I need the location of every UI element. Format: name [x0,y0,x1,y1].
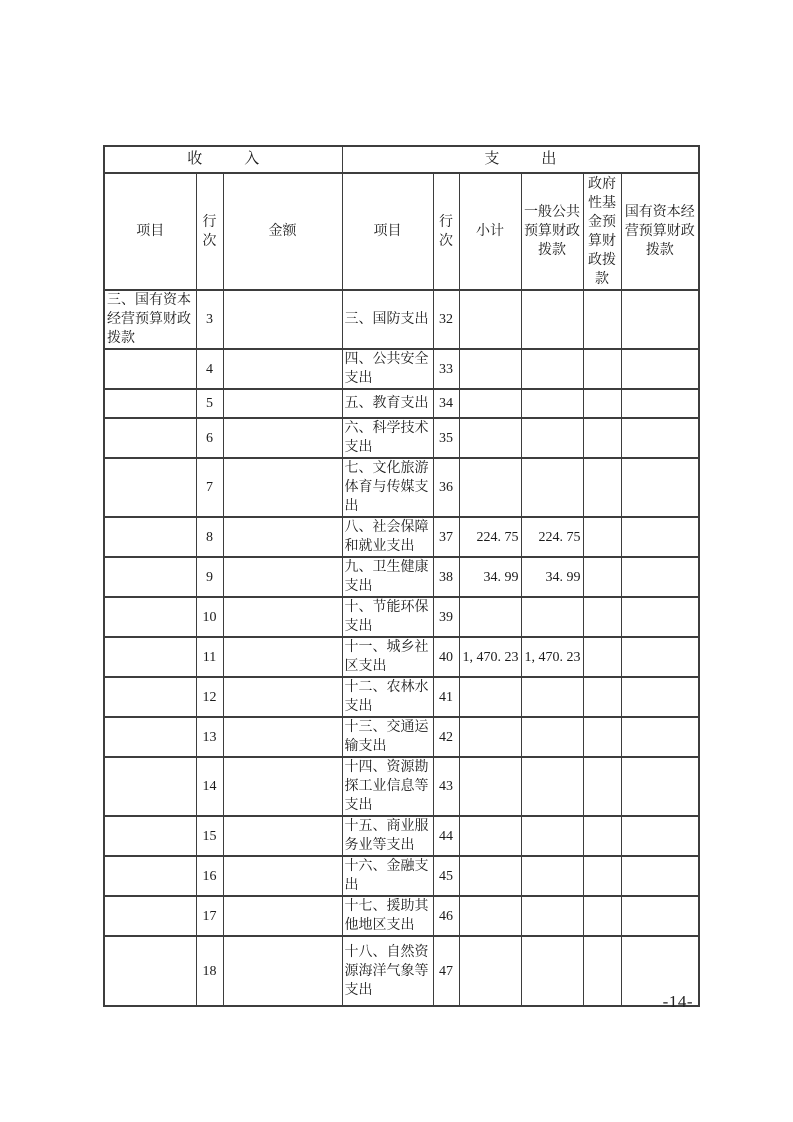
cell-statecap [621,757,699,816]
cell-in-item [104,637,196,677]
table-row [104,757,699,816]
cell-subtotal [459,816,521,856]
cell-general [521,677,583,717]
col-header-govfund-budget: 政府性基金预算财政拨款 [583,173,621,290]
table-row [104,517,699,557]
cell-in-row: 15 [196,816,223,856]
cell-subtotal [459,896,521,936]
cell-in-amt [223,349,342,389]
cell-statecap [621,290,699,349]
cell-in-amt [223,896,342,936]
cell-ex-item: 十、节能环保支出 [342,597,433,637]
cell-in-row: 7 [196,458,223,517]
col-header-income-amount: 金额 [223,173,342,290]
cell-in-item [104,816,196,856]
cell-statecap [621,717,699,757]
cell-govfund [583,597,621,637]
cell-general [521,896,583,936]
cell-ex-item: 六、科学技术支出 [342,418,433,458]
cell-general [521,349,583,389]
table-row [104,637,699,677]
cell-in-item [104,458,196,517]
cell-subtotal [459,856,521,896]
cell-in-amt [223,290,342,349]
cell-subtotal [459,458,521,517]
cell-ex-row: 40 [433,637,459,677]
cell-general [521,290,583,349]
cell-in-row: 3 [196,290,223,349]
cell-ex-item: 十五、商业服务业等支出 [342,816,433,856]
cell-statecap [621,816,699,856]
col-header-subtotal: 小计 [459,173,521,290]
table-row [104,557,699,597]
cell-general: 1, 470. 23 [521,637,583,677]
cell-subtotal [459,597,521,637]
cell-general: 34. 99 [521,557,583,597]
cell-general [521,856,583,896]
cell-govfund [583,557,621,597]
cell-in-item [104,557,196,597]
cell-ex-row: 45 [433,856,459,896]
cell-subtotal [459,418,521,458]
cell-in-item: 三、国有资本经营预算财政拨款 [104,290,196,349]
col-header-statecapital-budget: 国有资本经营预算财政拨款 [621,173,699,290]
cell-ex-item: 四、公共安全支出 [342,349,433,389]
cell-govfund [583,856,621,896]
table-row [104,717,699,757]
cell-govfund [583,717,621,757]
cell-in-item [104,389,196,418]
cell-in-item [104,677,196,717]
cell-general [521,597,583,637]
cell-ex-row: 46 [433,896,459,936]
cell-subtotal [459,936,521,1006]
cell-in-amt [223,637,342,677]
cell-govfund [583,677,621,717]
cell-in-amt [223,677,342,717]
cell-in-amt [223,418,342,458]
cell-subtotal [459,389,521,418]
cell-ex-item: 三、国防支出 [342,290,433,349]
table-row [104,389,699,418]
cell-in-row: 9 [196,557,223,597]
cell-general [521,717,583,757]
cell-subtotal [459,717,521,757]
cell-in-amt [223,557,342,597]
col-header-income-rownum: 行次 [196,173,223,290]
cell-ex-item: 八、社会保障和就业支出 [342,517,433,557]
cell-ex-row: 38 [433,557,459,597]
table-row [104,677,699,717]
cell-in-amt [223,936,342,1006]
table-row [104,896,699,936]
cell-general [521,757,583,816]
cell-in-item [104,936,196,1006]
cell-in-amt [223,757,342,816]
cell-govfund [583,936,621,1006]
cell-in-row: 5 [196,389,223,418]
cell-in-item [104,349,196,389]
cell-ex-row: 37 [433,517,459,557]
cell-general [521,389,583,418]
cell-govfund [583,458,621,517]
cell-in-item [104,597,196,637]
table-row [104,290,699,349]
cell-subtotal [459,290,521,349]
cell-in-amt [223,816,342,856]
cell-ex-item: 七、文化旅游体育与传媒支出 [342,458,433,517]
cell-in-item [104,717,196,757]
cell-statecap [621,637,699,677]
cell-in-row: 14 [196,757,223,816]
cell-statecap [621,389,699,418]
cell-ex-row: 47 [433,936,459,1006]
col-header-expense-rownum: 行次 [433,173,459,290]
income-section-title: 收入 [187,151,302,167]
col-header-expense-item: 项目 [342,173,433,290]
cell-in-item [104,856,196,896]
cell-ex-item: 十一、城乡社区支出 [342,637,433,677]
cell-ex-row: 42 [433,717,459,757]
cell-in-row: 10 [196,597,223,637]
table-row [104,816,699,856]
cell-ex-row: 36 [433,458,459,517]
expense-section-header [342,146,699,173]
cell-in-amt [223,717,342,757]
cell-ex-row: 41 [433,677,459,717]
cell-ex-item: 十三、交通运输支出 [342,717,433,757]
cell-subtotal: 224. 75 [459,517,521,557]
cell-in-item [104,896,196,936]
table-row [104,418,699,458]
section-header-row [104,146,699,173]
cell-govfund [583,290,621,349]
cell-statecap [621,856,699,896]
table-row [104,936,699,1006]
table-row [104,597,699,637]
cell-ex-row: 44 [433,816,459,856]
cell-govfund [583,637,621,677]
cell-statecap [621,597,699,637]
cell-ex-item: 五、教育支出 [342,389,433,418]
cell-ex-item: 十六、金融支出 [342,856,433,896]
cell-ex-item: 十七、援助其他地区支出 [342,896,433,936]
cell-govfund [583,517,621,557]
cell-in-row: 16 [196,856,223,896]
cell-in-item [104,418,196,458]
cell-ex-item: 十四、资源勘探工业信息等支出 [342,757,433,816]
cell-in-item [104,517,196,557]
cell-in-amt [223,458,342,517]
cell-govfund [583,349,621,389]
cell-in-amt [223,597,342,637]
cell-in-amt [223,517,342,557]
cell-ex-item: 十二、农林水支出 [342,677,433,717]
budget-table [103,145,700,1007]
cell-subtotal [459,757,521,816]
cell-ex-row: 33 [433,349,459,389]
cell-in-row: 13 [196,717,223,757]
income-section-header [104,146,342,173]
cell-statecap [621,349,699,389]
cell-statecap [621,458,699,517]
cell-statecap [621,418,699,458]
cell-in-row: 6 [196,418,223,458]
cell-general [521,816,583,856]
table-row [104,856,699,896]
cell-govfund [583,389,621,418]
cell-govfund [583,896,621,936]
cell-govfund [583,418,621,458]
cell-general [521,458,583,517]
cell-statecap [621,677,699,717]
cell-in-amt [223,389,342,418]
cell-subtotal [459,677,521,717]
page-number: -14- [662,992,693,1011]
cell-statecap [621,557,699,597]
cell-in-row: 11 [196,637,223,677]
budget-table-body [104,290,699,1006]
cell-ex-item: 九、卫生健康支出 [342,557,433,597]
cell-in-item [104,757,196,816]
cell-general: 224. 75 [521,517,583,557]
cell-in-row: 8 [196,517,223,557]
table-row [104,458,699,517]
cell-statecap [621,896,699,936]
expense-section-title: 支出 [484,151,599,167]
cell-subtotal: 34. 99 [459,557,521,597]
cell-ex-row: 35 [433,418,459,458]
cell-in-row: 18 [196,936,223,1006]
cell-ex-row: 43 [433,757,459,816]
cell-ex-item: 十八、自然资源海洋气象等支出 [342,936,433,1006]
cell-subtotal: 1, 470. 23 [459,637,521,677]
cell-in-amt [223,856,342,896]
table-row [104,349,699,389]
cell-general [521,936,583,1006]
cell-general [521,418,583,458]
cell-subtotal [459,349,521,389]
cell-govfund [583,757,621,816]
cell-statecap [621,517,699,557]
column-header-row [104,173,699,290]
cell-in-row: 17 [196,896,223,936]
cell-ex-row: 32 [433,290,459,349]
cell-ex-row: 34 [433,389,459,418]
cell-in-row: 4 [196,349,223,389]
col-header-income-item: 项目 [104,173,196,290]
col-header-general-budget: 一般公共预算财政拨款 [521,173,583,290]
cell-govfund [583,816,621,856]
cell-ex-row: 39 [433,597,459,637]
cell-in-row: 12 [196,677,223,717]
